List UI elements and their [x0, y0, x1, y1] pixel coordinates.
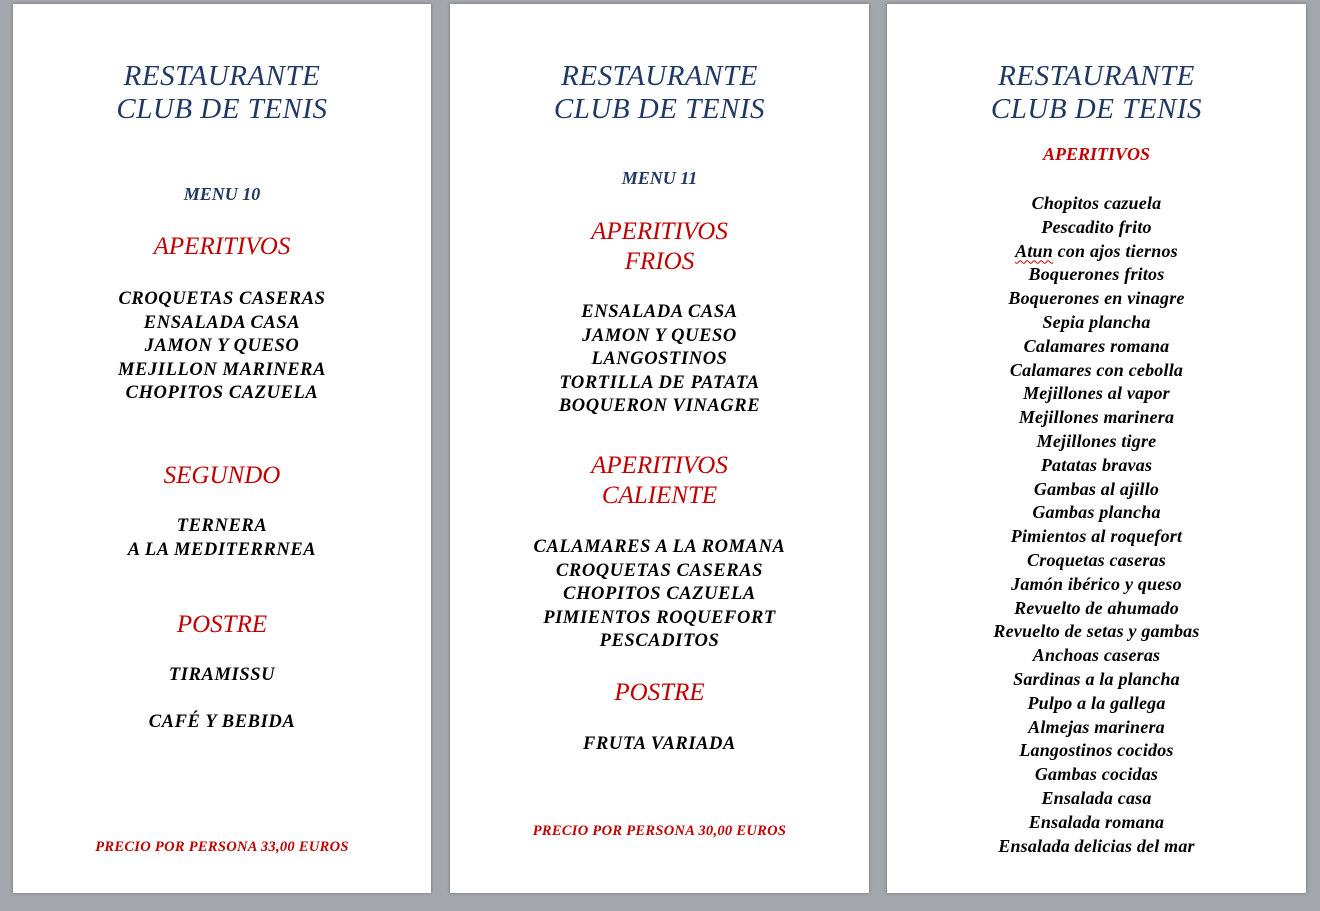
list-item: BOQUERON VINAGRE	[558, 396, 761, 416]
heading-line: APERITIVOS	[591, 452, 728, 479]
list-item: Gambas plancha	[1032, 502, 1161, 523]
menu-11-page	[450, 4, 869, 893]
price-label: PRECIO POR PERSONA 33,00 EUROS	[95, 839, 349, 855]
heading-line: CALIENTE	[601, 482, 718, 509]
heading-line: APERITIVOS	[591, 218, 728, 245]
list-item: Sardinas a la plancha	[1013, 668, 1180, 689]
list-item: Revuelto de setas y gambas	[993, 621, 1200, 642]
aperitivos-heading: APERITIVOS	[1042, 144, 1151, 164]
list-item: Boquerones en vinagre	[1008, 288, 1185, 309]
list-item: CROQUETAS CASERAS	[118, 289, 326, 309]
list-item: Ensalada casa	[1041, 787, 1152, 808]
list-item: Sepia plancha	[1042, 311, 1151, 332]
menu-label: MENU 11	[621, 168, 698, 188]
list-item: A LA MEDITERRNEA	[127, 539, 317, 560]
carta-list	[887, 192, 1306, 858]
list-item: ENSALADA CASA	[143, 312, 301, 333]
list-item: Almejas marinera	[1028, 716, 1165, 737]
carta-page	[887, 4, 1306, 893]
list-item: CALAMARES A LA ROMANA	[533, 537, 786, 557]
list-item: PESCADITOS	[599, 631, 720, 651]
frios-list	[450, 301, 869, 419]
list-item: Revuelto de ahumado	[1014, 597, 1179, 618]
list-item: Anchoas caseras	[1032, 645, 1161, 666]
list-item: Patatas bravas	[1040, 454, 1153, 475]
list-item: Pescadito frito	[1041, 216, 1152, 237]
segundo-list	[13, 515, 431, 562]
aperitivos-heading: APERITIVOS	[153, 233, 291, 260]
restaurant-title	[887, 60, 1306, 126]
list-item: Pimientos al roquefort	[1010, 526, 1183, 547]
list-item: Langostinos cocidos	[1019, 740, 1174, 761]
list-item: TORTILLA DE PATATA	[559, 372, 760, 393]
aperitivos-list	[13, 288, 431, 406]
list-item: MEJILLON MARINERA	[117, 359, 327, 380]
list-item: LANGOSTINOS	[591, 349, 728, 369]
title-line-2: CLUB DE TENIS	[990, 93, 1203, 125]
list-item: CROQUETAS CASERAS	[555, 560, 764, 581]
list-item: JAMON Y QUESO	[582, 325, 737, 346]
segundo-heading: SEGUNDO	[163, 462, 281, 489]
menu-10-page	[13, 4, 431, 893]
list-item: Ensalada delicias del mar	[998, 835, 1195, 856]
list-item: Chopitos cazuela	[1031, 193, 1162, 213]
list-item: CHOPITOS CAZUELA	[125, 383, 319, 403]
postre-item: FRUTA VARIADA	[583, 734, 736, 754]
list-item: Ensalada romana	[1028, 811, 1165, 832]
list-item: TERNERA	[176, 516, 268, 536]
list-item: PIMIENTOS ROQUEFORT	[543, 607, 776, 628]
restaurant-title	[450, 60, 869, 126]
title-line-1: RESTAURANTE	[561, 60, 758, 92]
restaurant-title	[13, 60, 431, 126]
list-item: JAMON Y QUESO	[144, 336, 300, 356]
calientes-list	[450, 536, 869, 654]
list-item: Atun con ajos tiernos	[1015, 240, 1178, 261]
list-item: Mejillones tigre	[1036, 430, 1157, 451]
list-item: Mejillones marinera	[1018, 407, 1175, 428]
list-item: Boquerones fritos	[1028, 264, 1165, 285]
title-line-1: RESTAURANTE	[123, 60, 321, 92]
list-item: Calamares con cebolla	[1009, 359, 1184, 380]
list-item: ENSALADA CASA	[581, 302, 738, 322]
aperitivos-frios-heading	[450, 217, 869, 277]
title-line-2: CLUB DE TENIS	[116, 93, 328, 125]
price-label: PRECIO POR PERSONA 30,00 EUROS	[532, 823, 787, 839]
postre-heading: POSTRE	[176, 611, 268, 638]
menu-label: MENU 10	[183, 184, 261, 204]
list-item: Croquetas caseras	[1027, 549, 1166, 570]
list-item: CHOPITOS CAZUELA	[563, 584, 756, 604]
heading-line: FRIOS	[624, 248, 695, 275]
postre-heading: POSTRE	[614, 679, 705, 706]
list-item: Calamares romana	[1023, 335, 1170, 356]
list-item: Jamón ibérico y queso	[1011, 573, 1182, 594]
title-line-2: CLUB DE TENIS	[553, 93, 766, 125]
postre-item: TIRAMISSU	[168, 665, 276, 685]
list-item: Pulpo a la gallega	[1027, 692, 1166, 713]
aperitivos-caliente-heading	[450, 451, 869, 511]
extra-item: CAFÉ Y BEBIDA	[148, 712, 296, 732]
list-item: Gambas al ajillo	[1033, 478, 1160, 499]
list-item: Gambas cocidas	[1034, 764, 1159, 785]
list-item: Mejillones al vapor	[1023, 383, 1170, 404]
title-line-1: RESTAURANTE	[998, 60, 1195, 92]
